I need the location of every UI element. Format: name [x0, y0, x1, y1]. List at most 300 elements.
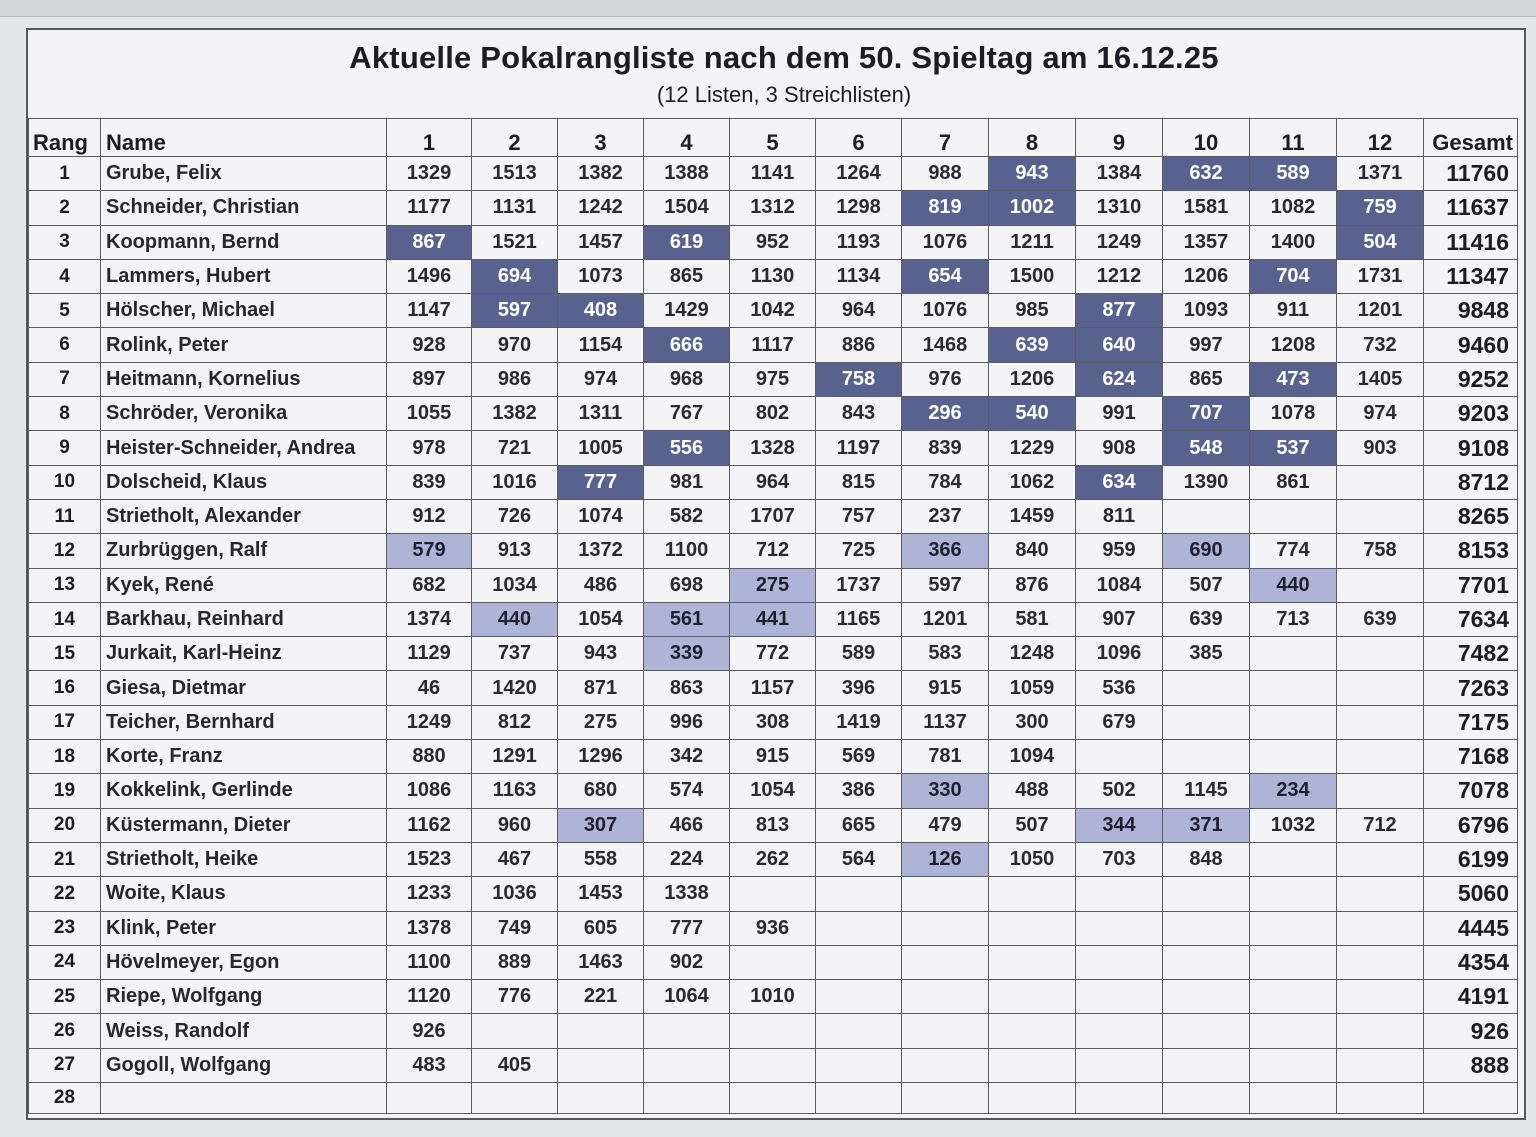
struck-score-cell: 579 — [387, 534, 472, 568]
score-cell: 597 — [902, 568, 989, 602]
player-name-cell: Lammers, Hubert — [101, 259, 387, 293]
score-cell: 1141 — [730, 157, 816, 191]
score-cell — [989, 980, 1076, 1014]
score-cell: 507 — [1163, 568, 1250, 602]
score-cell: 467 — [472, 842, 558, 876]
score-cell — [1337, 945, 1424, 979]
total-cell: 9460 — [1424, 328, 1518, 362]
score-cell: 903 — [1337, 431, 1424, 465]
score-cell: 1086 — [387, 774, 472, 808]
score-cell — [644, 1014, 730, 1048]
score-cell: 1177 — [387, 191, 472, 225]
score-cell: 1310 — [1076, 191, 1163, 225]
table-row — [29, 397, 1518, 431]
score-cell: 1229 — [989, 431, 1076, 465]
score-cell: 1249 — [387, 705, 472, 739]
score-cell: 936 — [730, 911, 816, 945]
rank-cell: 19 — [29, 774, 101, 808]
rank-cell: 23 — [29, 911, 101, 945]
rank-cell: 9 — [29, 431, 101, 465]
score-cell: 1384 — [1076, 157, 1163, 191]
total-cell: 7168 — [1424, 740, 1518, 774]
table-row — [29, 877, 1518, 911]
score-cell: 1130 — [730, 259, 816, 293]
score-cell — [644, 1083, 730, 1114]
score-cell: 784 — [902, 465, 989, 499]
struck-score-cell: 819 — [902, 191, 989, 225]
score-cell: 386 — [816, 774, 902, 808]
score-cell: 639 — [1163, 602, 1250, 636]
score-cell: 1036 — [472, 877, 558, 911]
player-name-cell: Hölscher, Michael — [101, 294, 387, 328]
score-cell: 737 — [472, 637, 558, 671]
score-cell — [1250, 1014, 1337, 1048]
total-cell — [1424, 1083, 1518, 1114]
score-cell — [1163, 1048, 1250, 1082]
struck-score-cell: 877 — [1076, 294, 1163, 328]
score-cell: 1076 — [902, 294, 989, 328]
score-cell — [1250, 671, 1337, 705]
score-cell: 865 — [644, 259, 730, 293]
score-cell — [1163, 911, 1250, 945]
score-cell: 964 — [816, 294, 902, 328]
total-cell: 8153 — [1424, 534, 1518, 568]
score-cell: 843 — [816, 397, 902, 431]
score-cell — [1163, 945, 1250, 979]
score-cell: 812 — [472, 705, 558, 739]
score-cell: 308 — [730, 705, 816, 739]
rank-cell: 26 — [29, 1014, 101, 1048]
score-cell: 1154 — [558, 328, 644, 362]
score-cell: 502 — [1076, 774, 1163, 808]
score-cell: 802 — [730, 397, 816, 431]
score-cell: 679 — [1076, 705, 1163, 739]
score-cell — [1163, 499, 1250, 533]
score-cell — [1163, 877, 1250, 911]
score-cell — [387, 1083, 472, 1114]
score-cell — [1163, 1014, 1250, 1048]
total-cell: 4354 — [1424, 945, 1518, 979]
score-cell: 959 — [1076, 534, 1163, 568]
table-row — [29, 637, 1518, 671]
player-name-cell: Schneider, Christian — [101, 191, 387, 225]
struck-score-cell: 867 — [387, 225, 472, 259]
score-cell: 1453 — [558, 877, 644, 911]
table-row — [29, 157, 1518, 191]
score-cell: 275 — [558, 705, 644, 739]
score-cell: 1084 — [1076, 568, 1163, 602]
ranking-sheet — [26, 28, 1526, 1120]
score-cell: 840 — [989, 534, 1076, 568]
table-row — [29, 259, 1518, 293]
score-cell: 908 — [1076, 431, 1163, 465]
score-cell — [1076, 1014, 1163, 1048]
score-cell: 1163 — [472, 774, 558, 808]
player-name-cell: Heister-Schneider, Andrea — [101, 431, 387, 465]
rank-cell: 20 — [29, 808, 101, 842]
table-row — [29, 225, 1518, 259]
score-cell: 1055 — [387, 397, 472, 431]
struck-score-cell: 366 — [902, 534, 989, 568]
header-rank: Rang — [29, 119, 101, 157]
rank-cell: 22 — [29, 877, 101, 911]
score-cell: 1357 — [1163, 225, 1250, 259]
score-cell: 682 — [387, 568, 472, 602]
struck-score-cell: 654 — [902, 259, 989, 293]
score-cell: 712 — [1337, 808, 1424, 842]
struck-score-cell: 537 — [1250, 431, 1337, 465]
total-cell: 11760 — [1424, 157, 1518, 191]
score-cell: 1291 — [472, 740, 558, 774]
total-cell: 4191 — [1424, 980, 1518, 1014]
header-list-11: 11 — [1250, 119, 1337, 157]
score-cell — [1163, 705, 1250, 739]
score-cell: 582 — [644, 499, 730, 533]
score-cell: 988 — [902, 157, 989, 191]
score-cell: 976 — [902, 362, 989, 396]
table-row — [29, 945, 1518, 979]
score-cell: 589 — [816, 637, 902, 671]
table-row — [29, 1083, 1518, 1114]
score-cell — [989, 1048, 1076, 1082]
score-cell: 569 — [816, 740, 902, 774]
score-cell: 1463 — [558, 945, 644, 979]
rank-cell: 24 — [29, 945, 101, 979]
score-cell: 1078 — [1250, 397, 1337, 431]
score-cell: 1010 — [730, 980, 816, 1014]
table-body — [29, 157, 1518, 1114]
score-cell — [1337, 1014, 1424, 1048]
rank-cell: 13 — [29, 568, 101, 602]
score-cell: 385 — [1163, 637, 1250, 671]
total-cell: 7701 — [1424, 568, 1518, 602]
score-cell: 991 — [1076, 397, 1163, 431]
score-cell — [1337, 637, 1424, 671]
score-cell — [1250, 1083, 1337, 1114]
rank-cell: 6 — [29, 328, 101, 362]
total-cell: 8265 — [1424, 499, 1518, 533]
score-cell: 1074 — [558, 499, 644, 533]
score-cell: 839 — [387, 465, 472, 499]
score-cell: 1117 — [730, 328, 816, 362]
score-cell: 1328 — [730, 431, 816, 465]
score-cell: 911 — [1250, 294, 1337, 328]
table-row — [29, 294, 1518, 328]
table-row — [29, 1014, 1518, 1048]
score-cell: 726 — [472, 499, 558, 533]
score-cell: 876 — [989, 568, 1076, 602]
struck-score-cell: 344 — [1076, 808, 1163, 842]
score-cell: 970 — [472, 328, 558, 362]
score-cell — [816, 911, 902, 945]
rank-cell: 16 — [29, 671, 101, 705]
score-cell: 897 — [387, 362, 472, 396]
score-cell: 889 — [472, 945, 558, 979]
score-cell — [1337, 911, 1424, 945]
score-cell — [1337, 671, 1424, 705]
rank-cell: 14 — [29, 602, 101, 636]
score-cell: 985 — [989, 294, 1076, 328]
rank-cell: 21 — [29, 842, 101, 876]
score-cell — [989, 911, 1076, 945]
score-cell: 1242 — [558, 191, 644, 225]
score-cell: 915 — [730, 740, 816, 774]
score-cell: 871 — [558, 671, 644, 705]
player-name-cell: Küstermann, Dieter — [101, 808, 387, 842]
score-cell — [1337, 980, 1424, 1014]
struck-score-cell: 296 — [902, 397, 989, 431]
table-row — [29, 808, 1518, 842]
table-row — [29, 191, 1518, 225]
score-cell — [1250, 911, 1337, 945]
score-cell — [1076, 1048, 1163, 1082]
total-cell: 9203 — [1424, 397, 1518, 431]
score-cell: 907 — [1076, 602, 1163, 636]
score-cell — [730, 945, 816, 979]
header-list-10: 10 — [1163, 119, 1250, 157]
rank-cell: 18 — [29, 740, 101, 774]
score-cell: 1248 — [989, 637, 1076, 671]
header-list-5: 5 — [730, 119, 816, 157]
rank-cell: 27 — [29, 1048, 101, 1082]
score-cell: 1737 — [816, 568, 902, 602]
header-list-7: 7 — [902, 119, 989, 157]
score-cell: 1378 — [387, 911, 472, 945]
score-cell: 1165 — [816, 602, 902, 636]
score-cell — [472, 1083, 558, 1114]
score-cell — [1250, 877, 1337, 911]
score-cell: 815 — [816, 465, 902, 499]
score-cell: 975 — [730, 362, 816, 396]
header-list-3: 3 — [558, 119, 644, 157]
score-cell — [816, 1083, 902, 1114]
score-cell: 767 — [644, 397, 730, 431]
header-list-9: 9 — [1076, 119, 1163, 157]
score-cell: 581 — [989, 602, 1076, 636]
score-cell: 1094 — [989, 740, 1076, 774]
score-cell — [902, 980, 989, 1014]
score-cell: 342 — [644, 740, 730, 774]
total-cell: 7482 — [1424, 637, 1518, 671]
score-cell: 1100 — [387, 945, 472, 979]
header-list-4: 4 — [644, 119, 730, 157]
score-cell: 1206 — [1163, 259, 1250, 293]
table-row — [29, 534, 1518, 568]
score-cell — [1076, 980, 1163, 1014]
score-cell — [902, 945, 989, 979]
header-name: Name — [101, 119, 387, 157]
score-cell: 1034 — [472, 568, 558, 602]
struck-score-cell: 704 — [1250, 259, 1337, 293]
score-cell: 721 — [472, 431, 558, 465]
score-cell: 713 — [1250, 602, 1337, 636]
player-name-cell: Woite, Klaus — [101, 877, 387, 911]
struck-score-cell: 777 — [558, 465, 644, 499]
score-cell: 1096 — [1076, 637, 1163, 671]
score-cell: 1390 — [1163, 465, 1250, 499]
score-cell — [902, 877, 989, 911]
score-cell: 839 — [902, 431, 989, 465]
score-cell: 1193 — [816, 225, 902, 259]
player-name-cell: Gogoll, Wolfgang — [101, 1048, 387, 1082]
rank-cell: 4 — [29, 259, 101, 293]
score-cell: 1211 — [989, 225, 1076, 259]
score-cell: 488 — [989, 774, 1076, 808]
rank-cell: 28 — [29, 1083, 101, 1114]
score-cell: 978 — [387, 431, 472, 465]
score-cell: 405 — [472, 1048, 558, 1082]
score-cell: 1521 — [472, 225, 558, 259]
table-row — [29, 568, 1518, 602]
score-cell — [816, 945, 902, 979]
score-cell: 1157 — [730, 671, 816, 705]
score-cell: 466 — [644, 808, 730, 842]
struck-score-cell: 634 — [1076, 465, 1163, 499]
table-row — [29, 842, 1518, 876]
struck-score-cell: 540 — [989, 397, 1076, 431]
score-cell: 1459 — [989, 499, 1076, 533]
score-cell: 1054 — [730, 774, 816, 808]
struck-score-cell: 758 — [816, 362, 902, 396]
score-cell: 1059 — [989, 671, 1076, 705]
struck-score-cell: 1002 — [989, 191, 1076, 225]
header-list-8: 8 — [989, 119, 1076, 157]
score-cell: 880 — [387, 740, 472, 774]
score-cell: 1513 — [472, 157, 558, 191]
score-cell — [989, 877, 1076, 911]
player-name-cell: Zurbrüggen, Ralf — [101, 534, 387, 568]
score-cell: 1134 — [816, 259, 902, 293]
score-cell: 1382 — [472, 397, 558, 431]
total-cell: 9108 — [1424, 431, 1518, 465]
total-cell: 7263 — [1424, 671, 1518, 705]
score-cell: 1129 — [387, 637, 472, 671]
score-cell: 583 — [902, 637, 989, 671]
total-cell: 7175 — [1424, 705, 1518, 739]
score-cell — [1250, 1048, 1337, 1082]
score-cell: 912 — [387, 499, 472, 533]
table-row — [29, 431, 1518, 465]
table-row — [29, 774, 1518, 808]
score-cell: 1233 — [387, 877, 472, 911]
struck-score-cell: 275 — [730, 568, 816, 602]
score-cell: 811 — [1076, 499, 1163, 533]
table-row — [29, 465, 1518, 499]
struck-score-cell: 307 — [558, 808, 644, 842]
header-list-2: 2 — [472, 119, 558, 157]
score-cell: 1100 — [644, 534, 730, 568]
rank-cell: 25 — [29, 980, 101, 1014]
score-cell: 776 — [472, 980, 558, 1014]
score-cell: 1120 — [387, 980, 472, 1014]
rank-cell: 11 — [29, 499, 101, 533]
score-cell: 1468 — [902, 328, 989, 362]
struck-score-cell: 640 — [1076, 328, 1163, 362]
score-cell: 974 — [558, 362, 644, 396]
score-cell — [816, 877, 902, 911]
struck-score-cell: 371 — [1163, 808, 1250, 842]
score-cell — [989, 1014, 1076, 1048]
total-cell: 4445 — [1424, 911, 1518, 945]
score-cell: 1457 — [558, 225, 644, 259]
score-cell: 781 — [902, 740, 989, 774]
score-cell: 749 — [472, 911, 558, 945]
table-row — [29, 740, 1518, 774]
score-cell: 1016 — [472, 465, 558, 499]
score-cell: 926 — [387, 1014, 472, 1048]
score-cell — [1337, 1048, 1424, 1082]
score-cell — [1337, 465, 1424, 499]
score-cell: 1082 — [1250, 191, 1337, 225]
score-cell: 915 — [902, 671, 989, 705]
score-cell: 1419 — [816, 705, 902, 739]
struck-score-cell: 666 — [644, 328, 730, 362]
score-cell — [1337, 1083, 1424, 1114]
score-cell: 1131 — [472, 191, 558, 225]
score-cell: 1042 — [730, 294, 816, 328]
score-cell: 1249 — [1076, 225, 1163, 259]
struck-score-cell: 440 — [472, 602, 558, 636]
score-cell — [1337, 740, 1424, 774]
total-cell: 7634 — [1424, 602, 1518, 636]
score-cell: 997 — [1163, 328, 1250, 362]
score-cell: 1197 — [816, 431, 902, 465]
score-cell — [730, 1048, 816, 1082]
score-cell: 813 — [730, 808, 816, 842]
score-cell — [1250, 980, 1337, 1014]
score-cell: 1420 — [472, 671, 558, 705]
score-cell — [1337, 705, 1424, 739]
score-cell: 981 — [644, 465, 730, 499]
score-cell: 396 — [816, 671, 902, 705]
score-cell: 1296 — [558, 740, 644, 774]
ranking-table — [28, 118, 1518, 1114]
score-cell — [472, 1014, 558, 1048]
rank-cell: 5 — [29, 294, 101, 328]
struck-score-cell: 330 — [902, 774, 989, 808]
score-cell: 1504 — [644, 191, 730, 225]
player-name-cell: Strietholt, Heike — [101, 842, 387, 876]
score-cell: 1093 — [1163, 294, 1250, 328]
table-row — [29, 362, 1518, 396]
score-cell: 1405 — [1337, 362, 1424, 396]
player-name-cell: Schröder, Veronika — [101, 397, 387, 431]
rank-cell: 1 — [29, 157, 101, 191]
score-cell: 712 — [730, 534, 816, 568]
score-cell — [1250, 740, 1337, 774]
score-cell: 1312 — [730, 191, 816, 225]
player-name-cell: Kokkelink, Gerlinde — [101, 774, 387, 808]
score-cell: 848 — [1163, 842, 1250, 876]
score-cell: 698 — [644, 568, 730, 602]
score-cell: 952 — [730, 225, 816, 259]
total-cell: 11416 — [1424, 225, 1518, 259]
score-cell: 574 — [644, 774, 730, 808]
score-cell: 221 — [558, 980, 644, 1014]
total-cell: 926 — [1424, 1014, 1518, 1048]
score-cell — [902, 911, 989, 945]
score-cell: 1076 — [902, 225, 989, 259]
score-cell: 665 — [816, 808, 902, 842]
score-cell: 732 — [1337, 328, 1424, 362]
score-cell — [1250, 637, 1337, 671]
score-cell: 1064 — [644, 980, 730, 1014]
score-cell: 774 — [1250, 534, 1337, 568]
total-cell: 5060 — [1424, 877, 1518, 911]
score-cell: 1329 — [387, 157, 472, 191]
score-cell: 1298 — [816, 191, 902, 225]
total-cell: 8712 — [1424, 465, 1518, 499]
